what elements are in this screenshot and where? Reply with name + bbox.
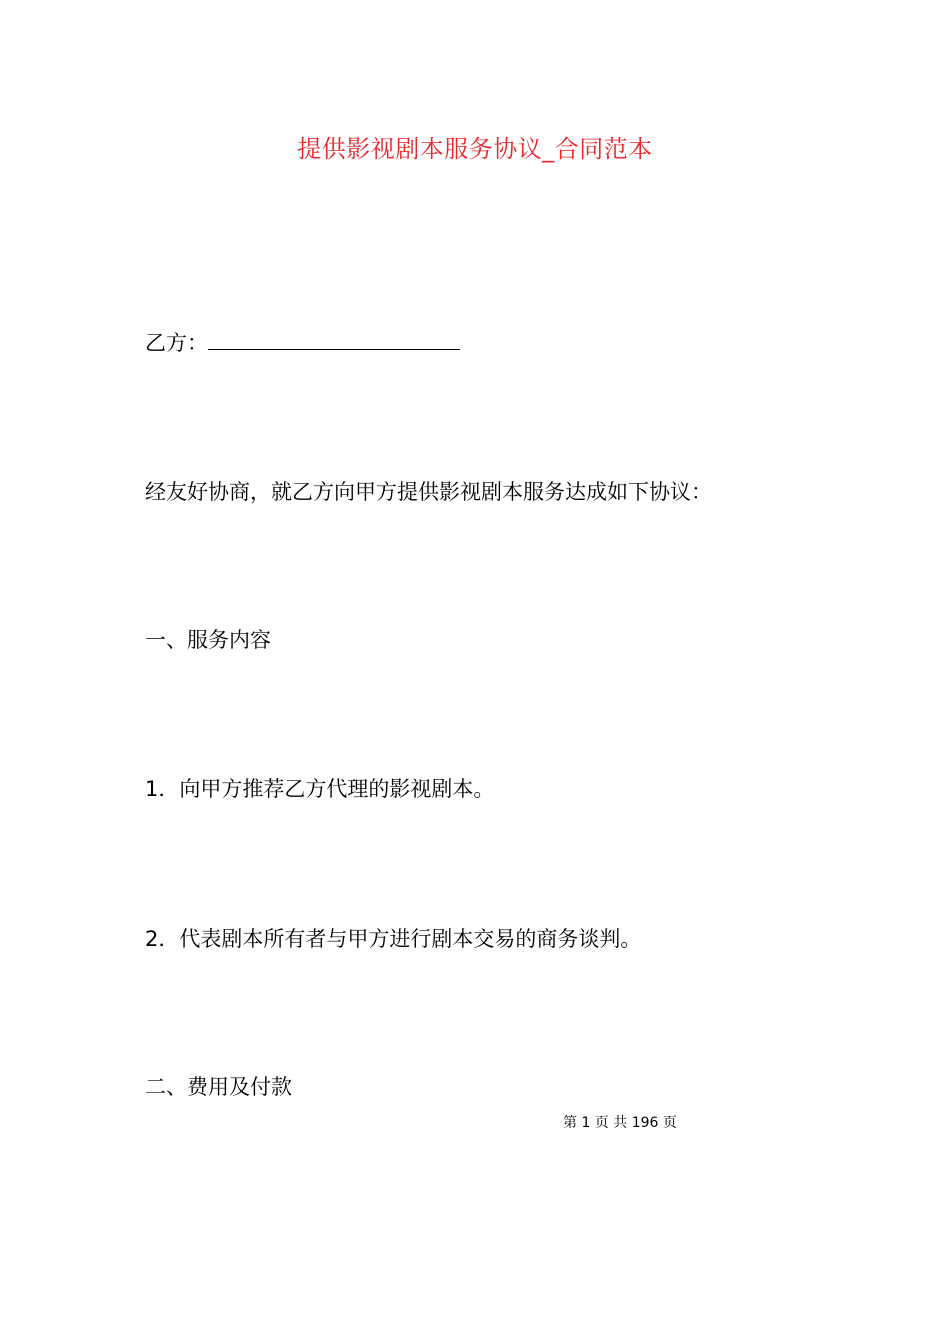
service-item-2: 2．代表剧本所有者与甲方进行剧本交易的商务谈判。	[145, 927, 642, 951]
party-b-line	[145, 327, 460, 357]
page-footer: 第 1 页 共 196 页	[563, 1115, 677, 1131]
document-title: 提供影视剧本服务协议_合同范本	[297, 135, 653, 163]
service-item-1: 1．向甲方推荐乙方代理的影视剧本。	[145, 777, 495, 801]
party-b-blank	[208, 327, 460, 350]
section-heading-fees: 二、费用及付款	[145, 1075, 292, 1099]
party-b-label: 乙方：	[145, 331, 208, 355]
section-heading-services: 一、服务内容	[145, 628, 271, 652]
intro-paragraph: 经友好协商，就乙方向甲方提供影视剧本服务达成如下协议：	[145, 480, 712, 504]
